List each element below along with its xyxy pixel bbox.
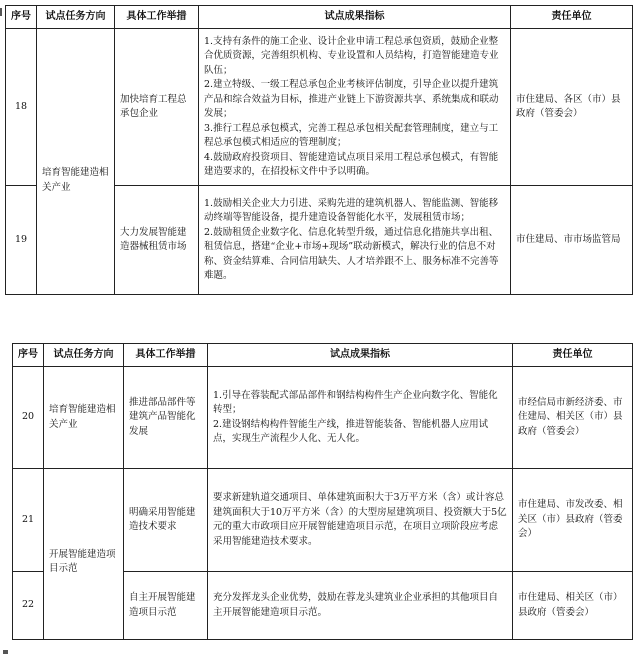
table-header-row xyxy=(13,344,633,367)
table-header-row xyxy=(6,6,633,29)
result-indicator xyxy=(199,186,511,295)
responsible-unit: 市住建局、相关区（市）县政府（管委会） xyxy=(513,572,633,640)
row-number: 21 xyxy=(13,469,44,572)
work-measure: 加快培育工程总承包企业 xyxy=(115,29,199,186)
responsible-unit: 市经信局市新经济委、市住建局、相关区（市）县政府（管委会） xyxy=(513,367,633,469)
page-edge-mark xyxy=(0,8,2,16)
result-indicator xyxy=(199,29,511,186)
work-measure: 明确采用智能建造技术要求 xyxy=(124,469,208,572)
indicator-text: 1.鼓励相关企业大力引进、采购先进的建筑机器人、智能监测、智能移动终端等智能设备，提升建造设备智能化水平，发展租赁市场； 2.鼓励租赁企业数字化、信息化转型升级，通过信息化措施共享出租、租赁信息，搭建“企业+市场+现场”联动新模式，解决行业的信息不对称、资金结算难、合同信用缺失、人才培养跟不上、服务标准不完善等难题。 xyxy=(204,197,499,281)
result-indicator xyxy=(208,469,513,572)
table-row xyxy=(6,29,633,186)
result-indicator xyxy=(208,367,513,469)
header-measure: 具体工作举措 xyxy=(115,6,199,29)
header-indicator: 试点成果指标 xyxy=(208,344,513,367)
work-measure: 大力发展智能建造器械租赁市场 xyxy=(115,186,199,295)
indicator-text: 要求新建轨道交通项目、单体建筑面积大于3万平方米（含）或计容总建筑面积大于10万平方米（含）的大型房屋建筑项目、投资额大于5亿元的重大市政项目应开展智能建造项目示范，在项目立项阶段应考虑采用智能建造技术要求。 xyxy=(213,492,507,547)
indicator-text: 1.引导在蓉装配式部品部件和钢结构构件生产企业向数字化、智能化转型； 2.建设钢结构构件智能生产线，推进智能装备、智能机器人应用试点，实现生产流程少人化、无人化。 xyxy=(213,389,498,444)
row-number: 22 xyxy=(13,572,44,640)
header-direction: 试点任务方向 xyxy=(37,6,115,29)
pilot-task-table-part-1 xyxy=(5,5,633,295)
header-no: 序号 xyxy=(13,344,44,367)
work-measure: 自主开展智能建造项目示范 xyxy=(124,572,208,640)
responsible-unit: 市住建局、市发改委、相关区（市）县政府（管委会） xyxy=(513,469,633,572)
header-measure: 具体工作举措 xyxy=(124,344,208,367)
pilot-task-table-part-2 xyxy=(12,343,633,640)
header-no: 序号 xyxy=(6,6,37,29)
header-unit: 责任单位 xyxy=(511,6,633,29)
page-corner-mark xyxy=(3,650,8,654)
indicator-text: 1.支持有条件的施工企业、设计企业申请工程总承包资质，鼓励企业整合优质资源，完善组织机构、专业设置和人员结构，打造智能建造专业队伍； 2.建立特级、一级工程总承包企业考核评估制度，引导企业以提升建筑产品和综合效益为目标，推进产业链上下游资源共享、系统集成和联动发展； 3.推行工程总承包模式，完善工程总承包相关配套管理制度，建立与工程总承包模式相适应的管理制度； 4.鼓励政府投资项目、智能建造试点项目采用工程总承包模式，有智能建造要求的，在招投标文件中予以明确。 xyxy=(204,35,499,177)
table-row xyxy=(13,367,633,469)
work-measure: 推进部品部件等建筑产品智能化发展 xyxy=(124,367,208,469)
responsible-unit: 市住建局、各区（市）县政府（管委会） xyxy=(511,29,633,186)
task-direction: 培育智能建造相关产业 xyxy=(44,367,124,469)
task-direction: 培育智能建造相关产业 xyxy=(37,29,115,295)
header-direction: 试点任务方向 xyxy=(44,344,124,367)
table-row xyxy=(13,469,633,572)
header-indicator: 试点成果指标 xyxy=(199,6,511,29)
row-number: 19 xyxy=(6,186,37,295)
task-direction: 开展智能建造项目示范 xyxy=(44,469,124,640)
row-number: 18 xyxy=(6,29,37,186)
result-indicator xyxy=(208,572,513,640)
responsible-unit: 市住建局、市市场监管局 xyxy=(511,186,633,295)
indicator-text: 充分发挥龙头企业优势，鼓励在蓉龙头建筑业企业承担的其他项目自主开展智能建造项目示范。 xyxy=(213,592,499,618)
row-number: 20 xyxy=(13,367,44,469)
header-unit: 责任单位 xyxy=(513,344,633,367)
